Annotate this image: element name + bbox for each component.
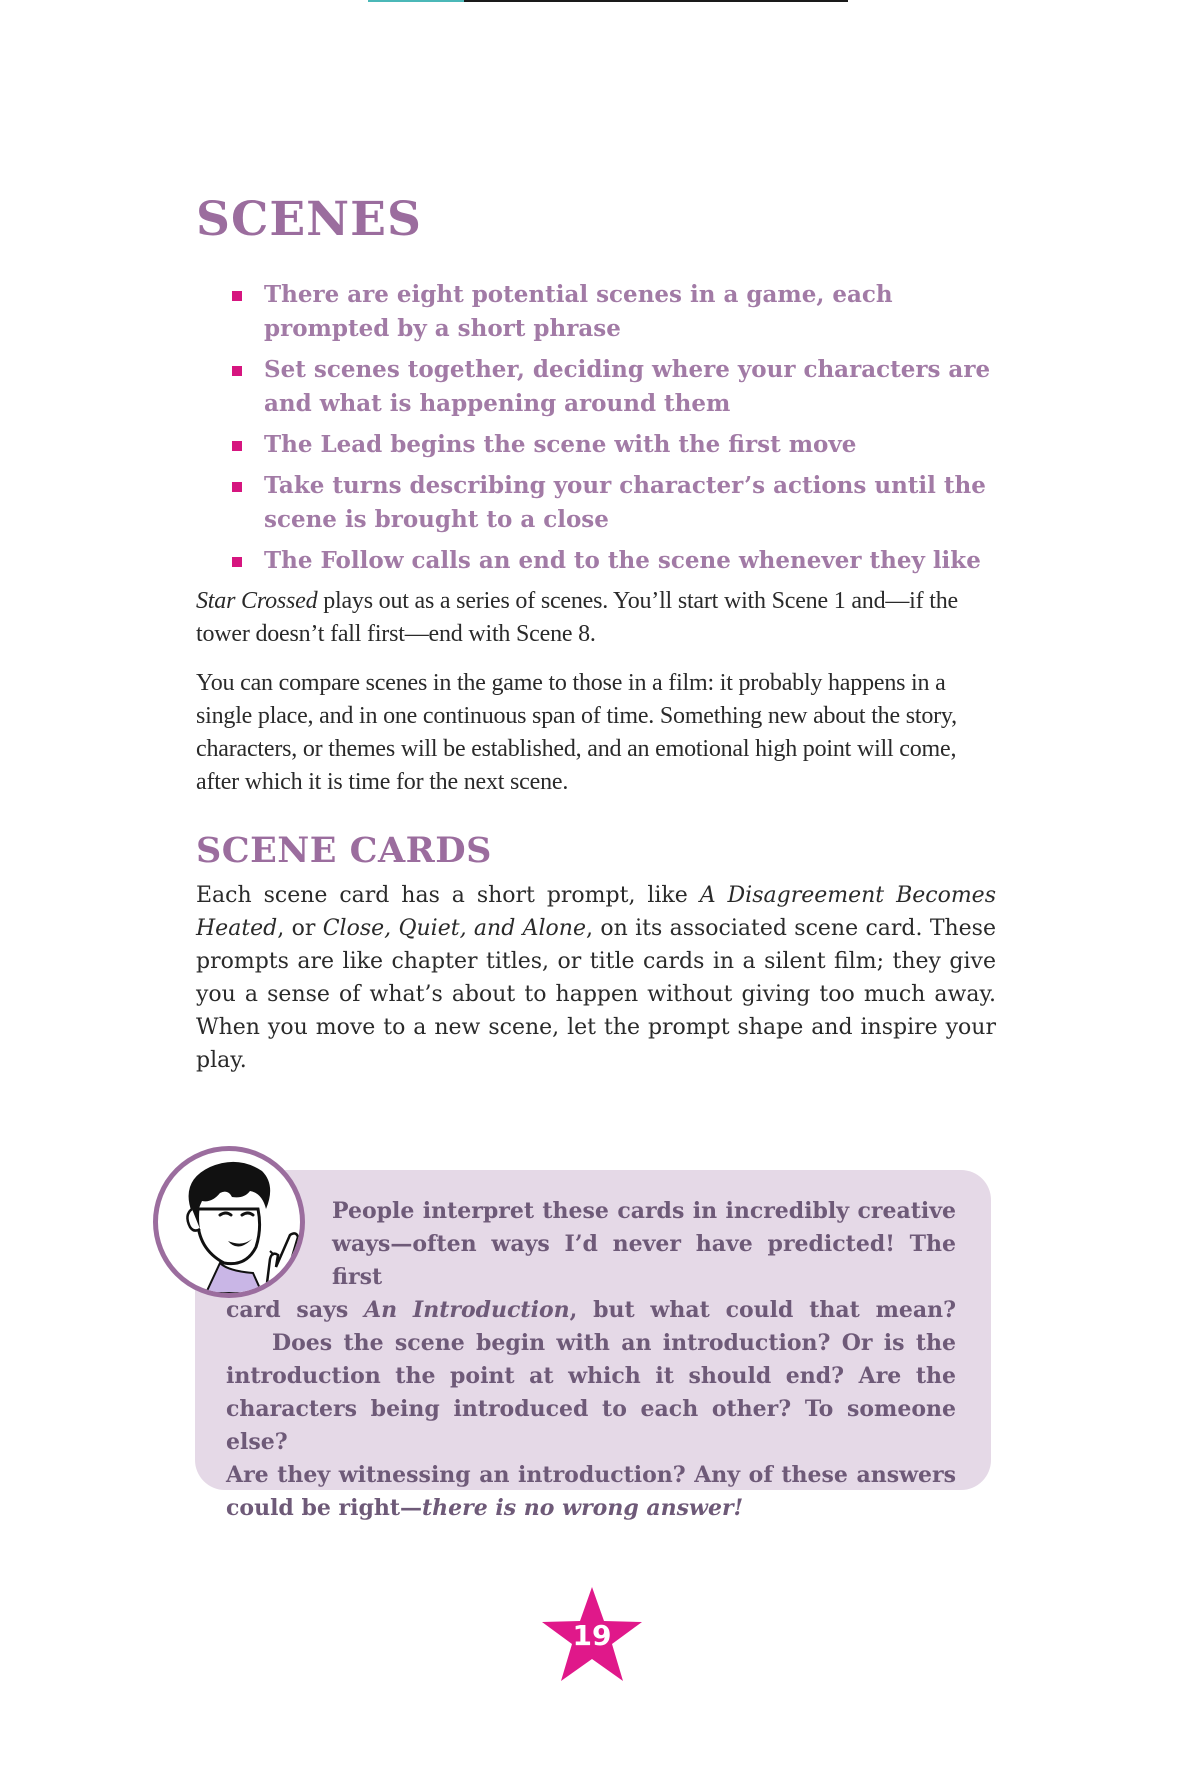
cards-text-1: Each scene card has a short prompt, like (196, 883, 700, 908)
tip-line: Are they witnessing an introduction? Any of these answers (226, 1462, 956, 1488)
tip-line: Does the scene begin with an introduction? Or is the (272, 1330, 956, 1356)
tip-line (226, 1294, 956, 1327)
intro-text: plays out as a series of scenes. You’ll start with Scene 1 and—if the tower doesn’t fall first—end with Scene 8. (196, 588, 958, 647)
prompt-example-1: A Disagreement Becomes Heated (196, 883, 996, 941)
tip-line: introduction the point at which it should end? Are the (226, 1363, 956, 1389)
list-item (232, 428, 996, 462)
page-number: 19 (572, 1619, 612, 1652)
list-item-text: The Lead begins the scene with the first move (264, 431, 857, 458)
tip-text-part: card says (226, 1297, 365, 1323)
tip-text (226, 1195, 956, 1525)
list-item-text: Set scenes together, deciding where your characters are and what is happening around them (264, 356, 991, 417)
list-item (232, 278, 996, 346)
page-number-badge (540, 1585, 644, 1685)
pink-square-bullet-icon (232, 441, 242, 451)
list-item (232, 544, 996, 578)
card-title-example: An Introduction (364, 1297, 570, 1323)
tip-line: characters being introduced to each other? To someone else? (226, 1396, 956, 1455)
tip-text-part: could be right— (226, 1495, 422, 1521)
scene-cards-paragraph (196, 879, 996, 1077)
list-item-text: There are eight potential scenes in a game, each prompted by a short phrase (264, 281, 893, 342)
pink-square-bullet-icon (232, 482, 242, 492)
list-item-text: The Follow calls an end to the scene whenever they like (264, 547, 981, 574)
prompt-example-2: Close, Quiet, and Alone (322, 916, 586, 941)
tip-line (226, 1492, 956, 1525)
tip-line: People interpret these cards in incredibly creative (332, 1198, 956, 1224)
film-paragraph: You can compare scenes in the game to those in a film: it probably happens in a single place, and in one continuous span of time. Something new about the story, characters, or themes will be established, and an emotional high point will come, after which it is time for the next scene. (196, 670, 957, 795)
pink-square-bullet-icon (232, 291, 242, 301)
list-item (232, 353, 996, 421)
game-title: Star Crossed (196, 588, 318, 614)
top-rule (368, 0, 848, 2)
subsection-title: SCENE CARDS (196, 830, 492, 871)
tip-line: ways—often ways I’d never have predicted! The first (332, 1231, 956, 1290)
avatar-spacer (226, 1327, 272, 1360)
pointing-character-illustration (153, 1146, 305, 1298)
section-title: SCENES (196, 192, 422, 247)
cards-text-3: , on its associated scene card. These prompts are like chapter titles, or title cards in a silent film; they give you a sense of what’s about to happen without giving too much away. When you move to a new scene, let the prompt shape and inspire your play. (196, 916, 996, 1073)
list-item (232, 469, 996, 537)
pink-square-bullet-icon (232, 557, 242, 567)
tip-text-part: , but what could that mean? (569, 1297, 956, 1323)
scene-rules-list (196, 278, 996, 578)
page-content (196, 190, 996, 1077)
cards-text-2: , or (277, 916, 323, 941)
pink-square-bullet-icon (232, 366, 242, 376)
tip-emphasis: there is no wrong answer! (422, 1495, 744, 1521)
intro-paragraph (196, 585, 996, 651)
list-item-text: Take turns describing your character’s actions until the scene is brought to a close (264, 472, 986, 533)
top-rule-accent (368, 0, 464, 2)
